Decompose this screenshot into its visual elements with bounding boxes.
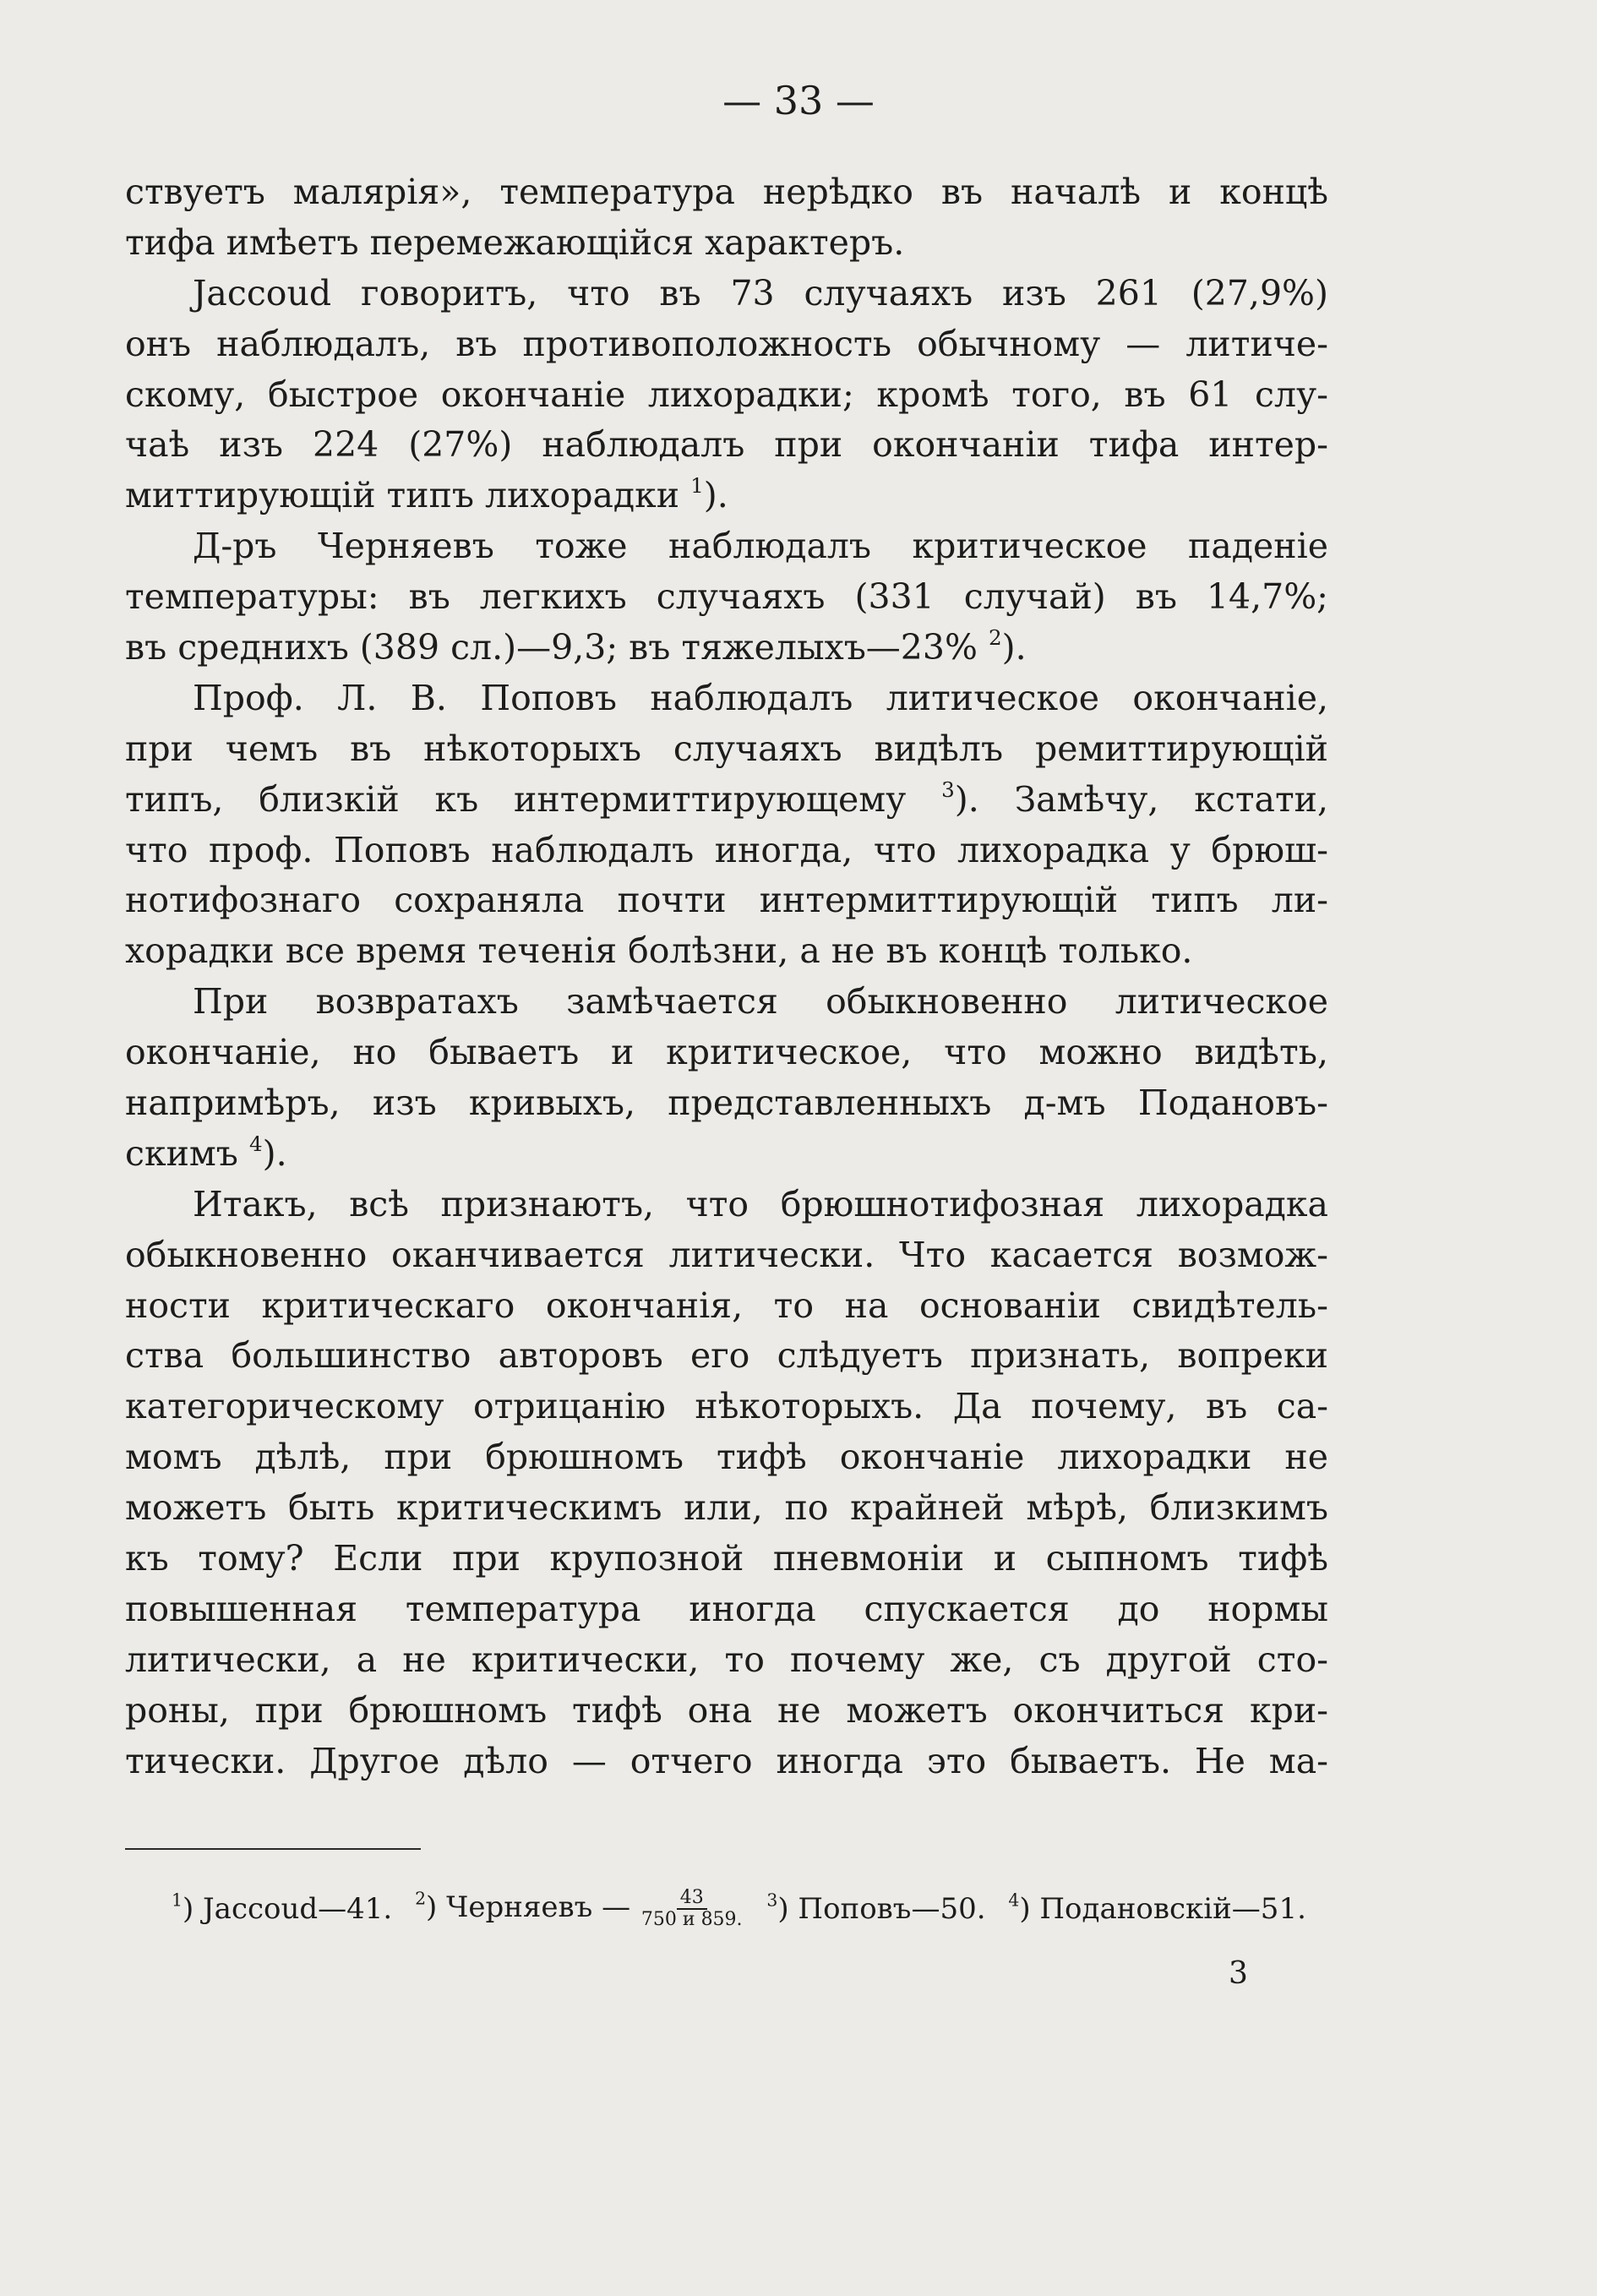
text-line: Д-ръ Черняевъ тоже наблюдалъ критическое паденіе <box>193 526 1328 567</box>
text-line: что проф. Поповъ наблюдалъ иногда, что лихорадка у брюш- <box>125 829 1328 870</box>
footnote-1 <box>172 1892 392 1926</box>
text-line: чаѣ изъ 224 (27%) наблюдалъ при окончаніи тифа интер- <box>125 424 1328 466</box>
text-line: напримѣръ, изъ кривыхъ, представленныхъ д-мъ Подановъ- <box>125 1083 1328 1124</box>
text-line: тифа имѣетъ перемежающійся характеръ. <box>125 221 905 263</box>
text-line: роны, при брюшномъ тифѣ она не можетъ окончиться кри- <box>125 1689 1328 1731</box>
footnote-mark: 4 <box>1008 1890 1020 1911</box>
text-line: нотифознаго сохраняла почти интермиттирующій типъ ли- <box>125 880 1328 921</box>
footnote-mark: 2 <box>415 1888 427 1909</box>
text-line: онъ наблюдалъ, въ противоположность обычному — литиче- <box>125 323 1328 364</box>
text-fragment: типъ, близкій къ интермиттирующему <box>125 778 907 820</box>
text-line: можетъ быть критическимъ или, по крайней мѣрѣ, близкимъ <box>125 1487 1328 1529</box>
ref-close: ). <box>954 778 979 820</box>
text-line <box>125 1129 1328 1180</box>
text-line <box>125 775 1328 826</box>
footnote-2 <box>415 1888 744 1930</box>
text-line: повышенная температура иногда спускается до нормы <box>125 1588 1328 1629</box>
text-line: обыкновенно оканчивается литически. Что касается возмож- <box>125 1234 1328 1275</box>
text-line: категорическому отрицанію нѣкоторыхъ. Да почему, въ са- <box>125 1386 1328 1427</box>
text-line: окончаніе, но бываетъ и критическое, что можно видѣть, <box>125 1032 1328 1073</box>
ref-close: ). <box>262 1132 287 1174</box>
footnote-text: ) Черняевъ — <box>426 1890 631 1924</box>
page-number-header: — 33 — <box>722 78 875 123</box>
main-text <box>125 167 1328 1787</box>
text-line: ствуетъ малярія», температура нерѣдко въ началѣ и концѣ <box>125 172 1328 212</box>
footnote-ref: 3 <box>941 777 955 802</box>
footnote-ref: 2 <box>988 624 1002 650</box>
footnote-ref: 4 <box>248 1131 263 1156</box>
text-line: литически, а не критически, то почему же, съ другой сто- <box>125 1639 1328 1680</box>
footnote-fraction <box>641 1888 743 1930</box>
text-line <box>125 623 1328 674</box>
text-line: момъ дѣлѣ, при брюшномъ тифѣ окончаніе лихорадки не <box>125 1437 1328 1478</box>
footnotes <box>172 1888 1329 1930</box>
footnote-text: ) Jaccoud—41. <box>182 1892 393 1926</box>
footnote-text: ) Поповъ—50. <box>777 1892 986 1926</box>
text-line: Jaccoud говоритъ, что въ 73 случаяхъ изъ 261 (27,9%) <box>193 272 1328 314</box>
text-line: Итакъ, всѣ признаютъ, что брюшнотифозная лихорадка <box>193 1183 1328 1224</box>
footnote-ref: 1 <box>690 473 704 499</box>
text-fragment: скимъ <box>125 1132 238 1174</box>
footnote-text: ) Подановскій—51. <box>1019 1892 1306 1926</box>
fraction-denominator: 750 и 859. <box>640 1909 743 1930</box>
footnote-3 <box>766 1892 985 1926</box>
text-line: скому, быстрое окончаніе лихорадки; кромѣ того, въ 61 слу- <box>125 374 1328 415</box>
text-fragment: миттирующій типъ лихорадки <box>125 475 680 516</box>
text-line: хорадки все время теченія болѣзни, а не въ концѣ только. <box>125 930 1193 972</box>
ref-close: ). <box>1001 627 1027 668</box>
text-line: температуры: въ легкихъ случаяхъ (331 случай) въ 14,7%; <box>125 576 1328 618</box>
text-line: ности критическаго окончанія, то на основаніи свидѣтель- <box>125 1284 1328 1326</box>
text-fragment: въ среднихъ (389 сл.)—9,3; въ тяжелыхъ—23% <box>125 627 978 668</box>
text-line: ства большинство авторовъ его слѣдуетъ признать, вопреки <box>125 1335 1328 1377</box>
fraction-numerator: 43 <box>677 1888 707 1910</box>
signature-mark: 3 <box>1229 1956 1248 1991</box>
text-line: При возвратахъ замѣчается обыкновенно литическое <box>193 981 1328 1023</box>
text-line: Проф. Л. В. Поповъ наблюдалъ литическое окончаніе, <box>193 677 1328 718</box>
footnote-mark: 1 <box>172 1890 183 1911</box>
text-line: при чемъ въ нѣкоторыхъ случаяхъ видѣлъ ремиттирующій <box>125 728 1328 769</box>
ref-close: ). <box>703 475 728 516</box>
footnote-mark: 3 <box>766 1890 778 1911</box>
footnote-4 <box>1008 1892 1306 1926</box>
text-fragment: Замѣчу, кстати, <box>1014 778 1328 820</box>
text-line: къ тому? Если при крупозной пневмоніи и сыпномъ тифѣ <box>125 1538 1328 1579</box>
footnote-divider <box>125 1848 421 1850</box>
text-line: тически. Другое дѣло — отчего иногда это бываетъ. Не ма- <box>125 1740 1328 1781</box>
text-line <box>125 471 1328 521</box>
